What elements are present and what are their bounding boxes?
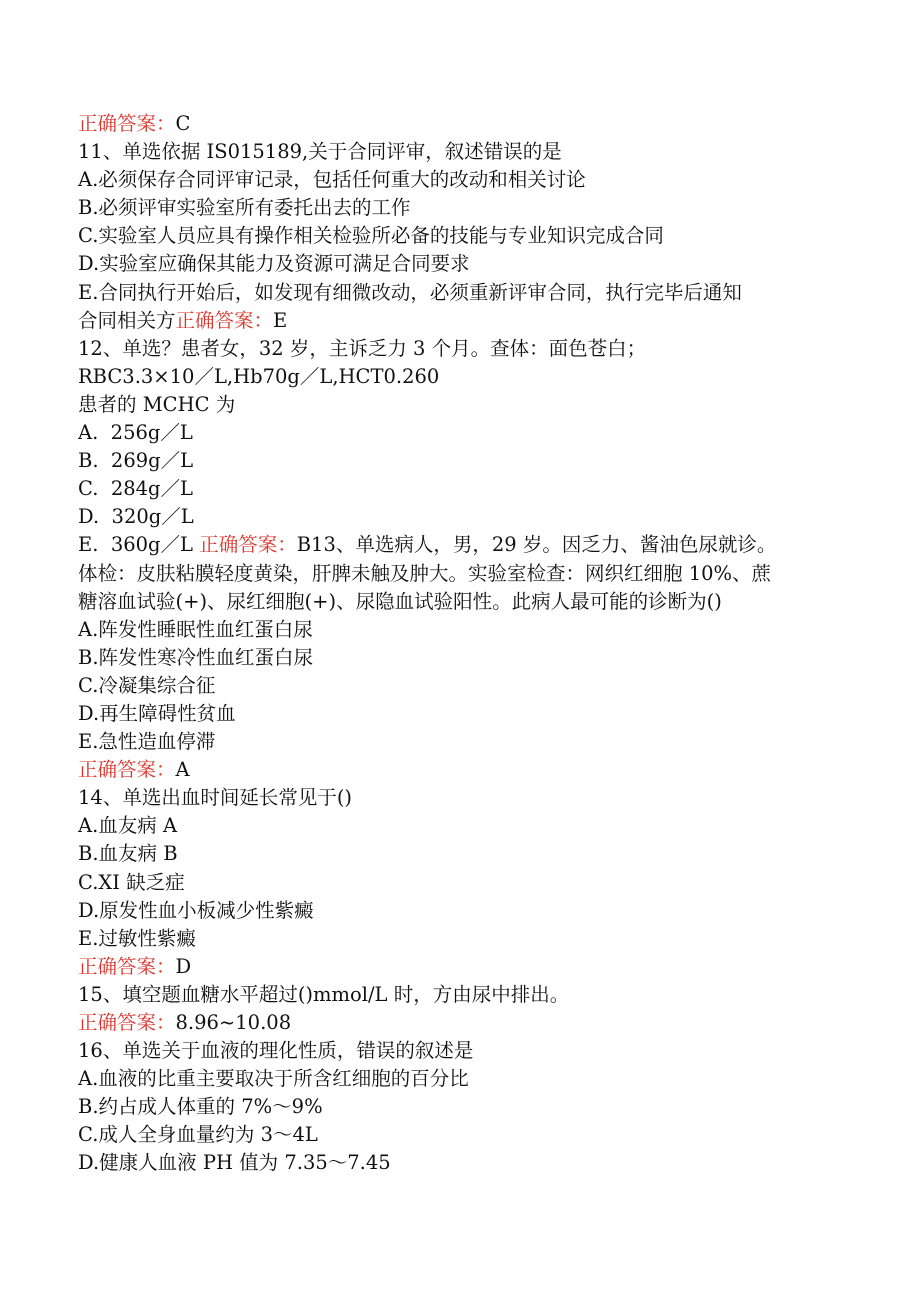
text-line [78,953,838,981]
answer-label: 正确答案： [78,1011,176,1034]
text-segment: 患者的 MCHC 为 [78,392,236,416]
text-line [78,869,838,897]
text-segment: D. 320g／L [78,505,194,529]
text-segment: C.XI 缺乏症 [78,870,185,894]
text-segment: E.过敏性紫癜 [78,926,196,950]
text-line [78,166,838,194]
text-line [78,335,838,363]
text-segment: E.急性造血停滞 [78,730,216,754]
text-segment: B.必须评审实验室所有委托出去的工作 [78,196,411,220]
text-segment: D.健康人血液 PH 值为 7.35～7.45 [78,1151,391,1175]
text-line [78,588,838,616]
text-line [78,138,838,166]
text-segment: 8.96~10.08 [175,1011,292,1034]
text-segment: E.合同执行开始后，如发现有细微改动，必须重新评审合同，执行完毕后通知 [78,280,742,304]
text-segment: E [273,308,288,332]
text-segment: C [175,112,191,135]
text-line [78,672,838,700]
text-line [78,812,838,840]
text-line [78,307,838,335]
text-line [78,419,838,447]
text-line [78,110,838,138]
answer-label: 正确答案： [78,112,176,135]
text-line [78,279,838,307]
text-line [78,925,838,953]
text-segment: 14、单选出血时间延长常见于() [78,786,353,810]
text-segment: E. 360g／L [78,533,200,557]
text-segment: A.阵发性睡眠性血红蛋白尿 [78,617,313,641]
text-line [78,756,838,784]
text-segment: RBC3.3×10／L,Hb70g／L,HCT0.260 [78,364,440,388]
text-segment: B13、单选病人，男，29 岁。因乏力、酱油色尿就诊。 [296,533,777,557]
text-line [78,840,838,868]
text-line [78,194,838,222]
text-line [78,560,838,588]
text-segment: 合同相关方 [78,308,176,332]
text-segment: A.血友病 A [78,814,178,838]
text-segment: C.成人全身血量约为 3～4L [78,1123,318,1147]
text-line [78,644,838,672]
text-segment: C.冷凝集综合征 [78,673,216,697]
text-segment: B.阵发性寒冷性血红蛋白尿 [78,645,314,669]
text-segment: B.血友病 B [78,842,178,866]
text-line [78,981,838,1009]
text-segment: D.实验室应确保其能力及资源可满足合同要求 [78,252,470,276]
text-segment: 11、单选依据 IS015189,关于合同评审，叙述错误的是 [78,140,562,164]
text-segment: A.血液的比重主要取决于所含红细胞的百分比 [78,1067,469,1091]
text-segment: C. 284g／L [78,477,193,501]
text-segment: 12、单选？患者女，32 岁，主诉乏力 3 个月。查体：面色苍白； [78,336,647,360]
answer-label: 正确答案： [78,758,176,782]
text-line [78,784,838,812]
text-line [78,616,838,644]
text-line [78,1065,838,1093]
text-segment: D [175,954,192,978]
text-segment: B.约占成人体重的 7%～9% [78,1095,323,1119]
text-line [78,391,838,419]
text-line [78,1149,838,1177]
text-line [78,222,838,250]
text-line [78,700,838,728]
text-segment: 糖溶血试验(+)、尿红细胞(+)、尿隐血试验阳性。此病人最可能的诊断为() [78,589,722,613]
text-segment: C.实验室人员应具有操作相关检验所必备的技能与专业知识完成合同 [78,224,664,248]
text-segment: B. 269g／L [78,449,194,473]
text-line [78,250,838,278]
text-line [78,1093,838,1121]
text-line [78,447,838,475]
text-segment: 16、单选关于血液的理化性质，错误的叙述是 [78,1039,474,1063]
text-segment: D.再生障碍性贫血 [78,701,236,725]
answer-label: 正确答案： [78,954,176,978]
text-segment: A.必须保存合同评审记录，包括任何重大的改动和相关讨论 [78,168,586,192]
text-line [78,897,838,925]
answer-label: 正确答案： [175,308,274,332]
text-line [78,363,838,391]
answer-label: 正确答案： [199,533,297,557]
text-line [78,503,838,531]
text-line [78,728,838,756]
text-line [78,1009,838,1037]
text-segment: 体检：皮肤粘膜轻度黄染，肝脾未触及肿大。实验室检查：网织红细胞 10%、蔗 [78,561,772,585]
text-line [78,1037,838,1065]
document-body [78,110,838,1178]
text-segment: A. 256g／L [78,421,193,445]
text-line [78,475,838,503]
text-segment: D.原发性血小板减少性紫癜 [78,898,314,922]
text-line [78,1121,838,1149]
text-segment: A [175,758,190,782]
text-line [78,531,838,559]
text-segment: 15、填空题血糖水平超过()mmol/L 时，方由尿中排出。 [78,982,570,1006]
